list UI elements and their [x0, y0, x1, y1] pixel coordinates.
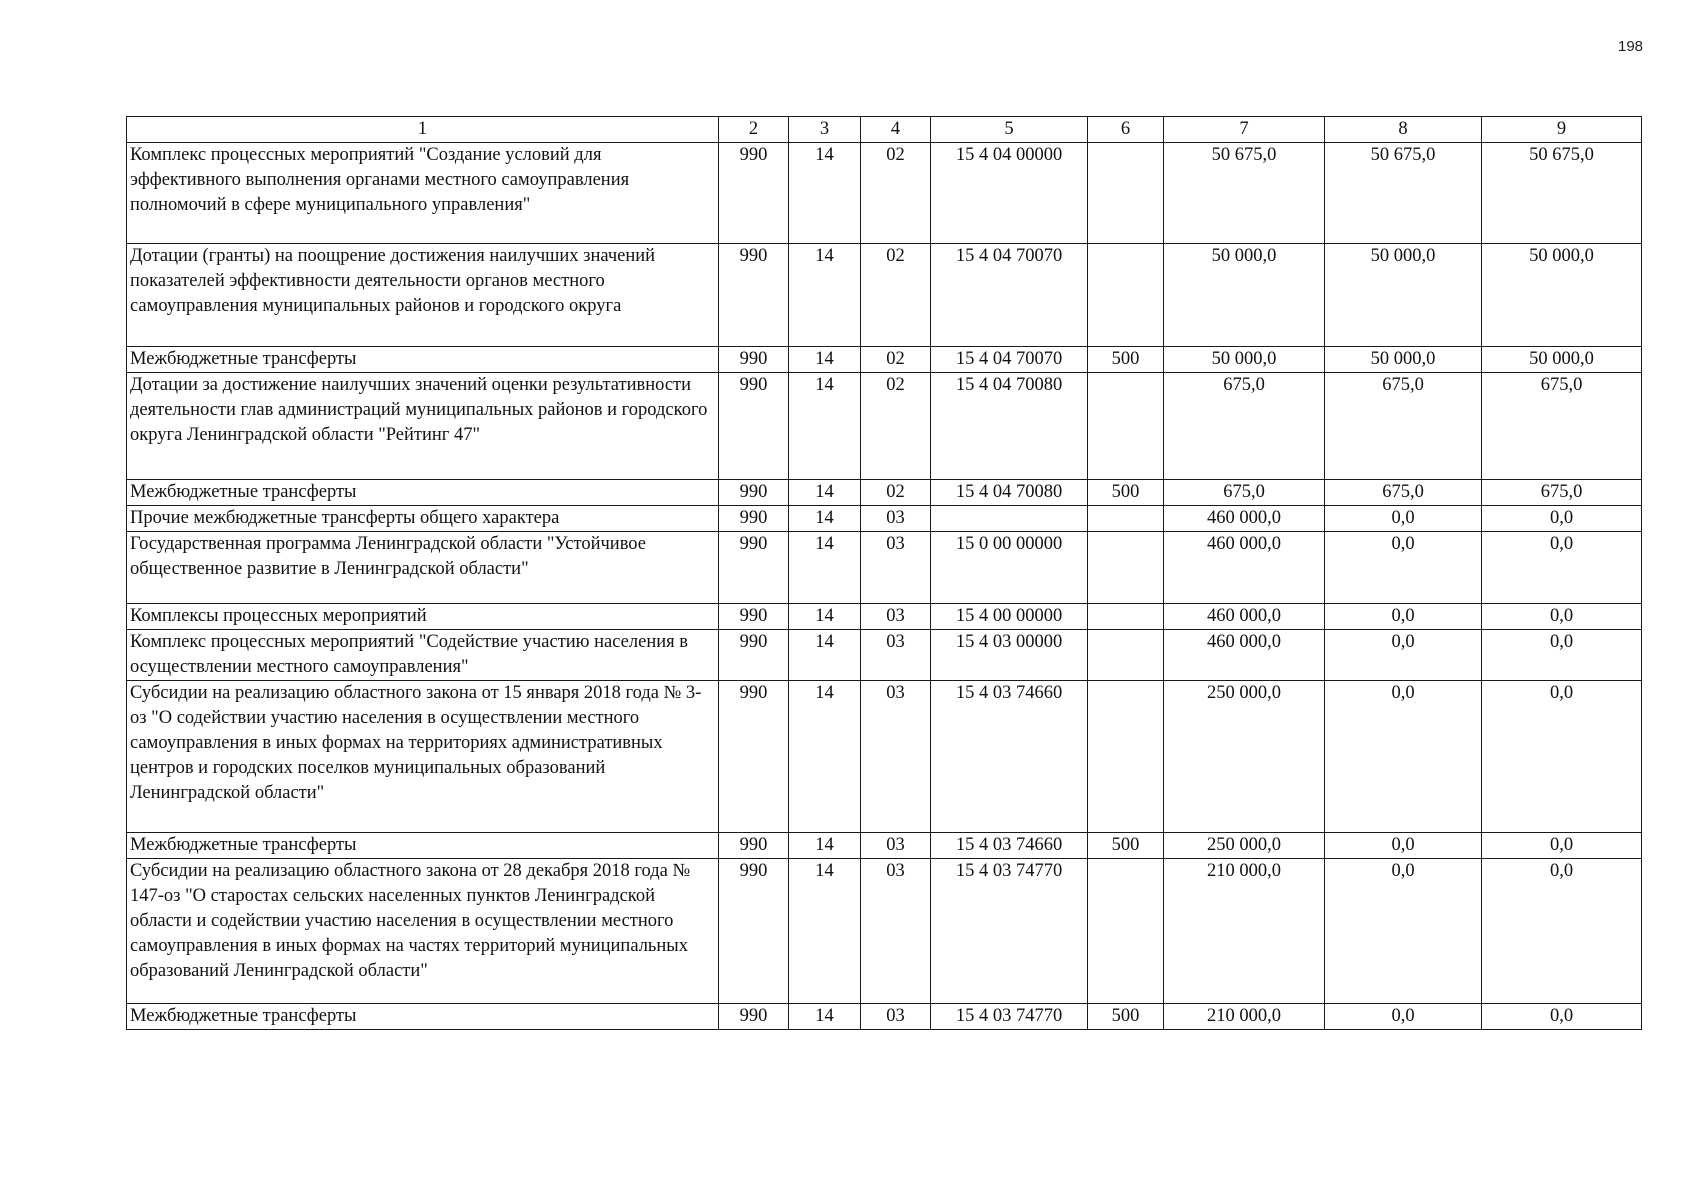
target-article-cell: 15 4 03 74660: [931, 681, 1088, 833]
amount-col7-cell: 460 000,0: [1164, 604, 1325, 630]
amount-col8-cell: 0,0: [1325, 833, 1482, 859]
section-code-cell: 14: [789, 859, 861, 1004]
expense-type-cell: [1088, 630, 1164, 681]
section-code-cell: 14: [789, 630, 861, 681]
table-row: [127, 604, 1642, 630]
amount-col8-cell: 0,0: [1325, 604, 1482, 630]
amount-col9-cell: 0,0: [1482, 604, 1642, 630]
amount-col8-cell: 50 000,0: [1325, 347, 1482, 373]
amount-col9-cell: 0,0: [1482, 532, 1642, 604]
item-name-cell: Комплекс процессных мероприятий "Содействие участию населения в осуществлении местного самоуправления": [127, 630, 719, 681]
amount-col9-cell: 675,0: [1482, 373, 1642, 480]
target-article-cell: 15 4 03 74770: [931, 1004, 1088, 1030]
amount-col8-cell: 0,0: [1325, 1004, 1482, 1030]
amount-col8-cell: 0,0: [1325, 630, 1482, 681]
header-cell: 4: [861, 117, 931, 143]
header-cell: 5: [931, 117, 1088, 143]
amount-col8-cell: 0,0: [1325, 859, 1482, 1004]
subsection-code-cell: 02: [861, 244, 931, 347]
item-name-cell: Субсидии на реализацию областного закона от 28 декабря 2018 года № 147-оз "О старостах сельских населенных пунктов Ленинградской области и содействии участию населения в осуществлении местного самоуправления в иных формах на частях территорий муниципальных образований Ленинградской области": [127, 859, 719, 1004]
target-article-cell: [931, 506, 1088, 532]
target-article-cell: 15 4 04 70070: [931, 347, 1088, 373]
amount-col7-cell: 675,0: [1164, 373, 1325, 480]
amount-col8-cell: 675,0: [1325, 480, 1482, 506]
section-code-cell: 14: [789, 833, 861, 859]
target-article-cell: 15 0 00 00000: [931, 532, 1088, 604]
header-cell: 2: [719, 117, 789, 143]
gr-code-cell: 990: [719, 604, 789, 630]
table-row: [127, 143, 1642, 244]
expense-type-cell: 500: [1088, 347, 1164, 373]
amount-col7-cell: 50 000,0: [1164, 244, 1325, 347]
table-row: [127, 859, 1642, 1004]
table-row: [127, 244, 1642, 347]
subsection-code-cell: 03: [861, 604, 931, 630]
item-name-cell: Прочие межбюджетные трансферты общего характера: [127, 506, 719, 532]
subsection-code-cell: 03: [861, 532, 931, 604]
section-code-cell: 14: [789, 681, 861, 833]
subsection-code-cell: 03: [861, 1004, 931, 1030]
table-row: [127, 532, 1642, 604]
amount-col9-cell: 0,0: [1482, 1004, 1642, 1030]
item-name-cell: Комплексы процессных мероприятий: [127, 604, 719, 630]
section-code-cell: 14: [789, 604, 861, 630]
gr-code-cell: 990: [719, 1004, 789, 1030]
section-code-cell: 14: [789, 347, 861, 373]
item-name-cell: Дотации (гранты) на поощрение достижения наилучших значений показателей эффективности деятельности органов местного самоуправления муниципальных районов и городского округа: [127, 244, 719, 347]
gr-code-cell: 990: [719, 833, 789, 859]
amount-col9-cell: 0,0: [1482, 630, 1642, 681]
section-code-cell: 14: [789, 532, 861, 604]
header-cell: 7: [1164, 117, 1325, 143]
amount-col7-cell: 460 000,0: [1164, 506, 1325, 532]
amount-col9-cell: 0,0: [1482, 859, 1642, 1004]
section-code-cell: 14: [789, 506, 861, 532]
gr-code-cell: 990: [719, 859, 789, 1004]
gr-code-cell: 990: [719, 506, 789, 532]
amount-col9-cell: 50 000,0: [1482, 347, 1642, 373]
expense-type-cell: [1088, 532, 1164, 604]
amount-col8-cell: 50 675,0: [1325, 143, 1482, 244]
amount-col9-cell: 50 675,0: [1482, 143, 1642, 244]
budget-table: [126, 116, 1642, 1030]
table-row: [127, 373, 1642, 480]
gr-code-cell: 990: [719, 681, 789, 833]
amount-col7-cell: 50 000,0: [1164, 347, 1325, 373]
table-row: [127, 506, 1642, 532]
section-code-cell: 14: [789, 1004, 861, 1030]
item-name-cell: Межбюджетные трансферты: [127, 347, 719, 373]
target-article-cell: 15 4 03 74770: [931, 859, 1088, 1004]
amount-col8-cell: 0,0: [1325, 506, 1482, 532]
gr-code-cell: 990: [719, 347, 789, 373]
section-code-cell: 14: [789, 244, 861, 347]
item-name-cell: Межбюджетные трансферты: [127, 833, 719, 859]
page-number: 198: [1618, 38, 1644, 55]
expense-type-cell: 500: [1088, 1004, 1164, 1030]
expense-type-cell: [1088, 681, 1164, 833]
gr-code-cell: 990: [719, 373, 789, 480]
expense-type-cell: [1088, 859, 1164, 1004]
amount-col9-cell: 675,0: [1482, 480, 1642, 506]
expense-type-cell: [1088, 373, 1164, 480]
section-code-cell: 14: [789, 373, 861, 480]
item-name-cell: Межбюджетные трансферты: [127, 1004, 719, 1030]
subsection-code-cell: 02: [861, 480, 931, 506]
gr-code-cell: 990: [719, 143, 789, 244]
table-row: [127, 833, 1642, 859]
gr-code-cell: 990: [719, 480, 789, 506]
table-row: [127, 347, 1642, 373]
target-article-cell: 15 4 04 70070: [931, 244, 1088, 347]
subsection-code-cell: 03: [861, 859, 931, 1004]
amount-col9-cell: 0,0: [1482, 681, 1642, 833]
target-article-cell: 15 4 00 00000: [931, 604, 1088, 630]
table-row: [127, 630, 1642, 681]
subsection-code-cell: 02: [861, 373, 931, 480]
target-article-cell: 15 4 03 74660: [931, 833, 1088, 859]
amount-col7-cell: 250 000,0: [1164, 681, 1325, 833]
amount-col7-cell: 250 000,0: [1164, 833, 1325, 859]
expense-type-cell: [1088, 143, 1164, 244]
section-code-cell: 14: [789, 480, 861, 506]
subsection-code-cell: 03: [861, 681, 931, 833]
gr-code-cell: 990: [719, 630, 789, 681]
amount-col7-cell: 460 000,0: [1164, 532, 1325, 604]
expense-type-cell: 500: [1088, 480, 1164, 506]
section-code-cell: 14: [789, 143, 861, 244]
target-article-cell: 15 4 03 00000: [931, 630, 1088, 681]
header-cell: 3: [789, 117, 861, 143]
amount-col9-cell: 0,0: [1482, 833, 1642, 859]
header-row: [127, 117, 1642, 143]
target-article-cell: 15 4 04 70080: [931, 373, 1088, 480]
amount-col8-cell: 675,0: [1325, 373, 1482, 480]
amount-col7-cell: 50 675,0: [1164, 143, 1325, 244]
amount-col8-cell: 50 000,0: [1325, 244, 1482, 347]
expense-type-cell: 500: [1088, 833, 1164, 859]
item-name-cell: Дотации за достижение наилучших значений оценки результативности деятельности глав администраций муниципальных районов и городского округа Ленинградской области "Рейтинг 47": [127, 373, 719, 480]
expense-type-cell: [1088, 604, 1164, 630]
gr-code-cell: 990: [719, 532, 789, 604]
expense-type-cell: [1088, 244, 1164, 347]
amount-col8-cell: 0,0: [1325, 532, 1482, 604]
header-cell: 6: [1088, 117, 1164, 143]
amount-col7-cell: 210 000,0: [1164, 859, 1325, 1004]
item-name-cell: Государственная программа Ленинградской области "Устойчивое общественное развитие в Ленинградской области": [127, 532, 719, 604]
subsection-code-cell: 03: [861, 833, 931, 859]
table-row: [127, 1004, 1642, 1030]
subsection-code-cell: 02: [861, 143, 931, 244]
table-row: [127, 480, 1642, 506]
header-cell: 8: [1325, 117, 1482, 143]
amount-col7-cell: 460 000,0: [1164, 630, 1325, 681]
item-name-cell: Комплекс процессных мероприятий "Создание условий для эффективного выполнения органами местного самоуправления полномочий в сфере муниципального управления": [127, 143, 719, 244]
amount-col9-cell: 50 000,0: [1482, 244, 1642, 347]
subsection-code-cell: 02: [861, 347, 931, 373]
header-cell: 1: [127, 117, 719, 143]
amount-col7-cell: 210 000,0: [1164, 1004, 1325, 1030]
amount-col9-cell: 0,0: [1482, 506, 1642, 532]
subsection-code-cell: 03: [861, 506, 931, 532]
target-article-cell: 15 4 04 00000: [931, 143, 1088, 244]
item-name-cell: Межбюджетные трансферты: [127, 480, 719, 506]
header-cell: 9: [1482, 117, 1642, 143]
amount-col7-cell: 675,0: [1164, 480, 1325, 506]
amount-col8-cell: 0,0: [1325, 681, 1482, 833]
subsection-code-cell: 03: [861, 630, 931, 681]
target-article-cell: 15 4 04 70080: [931, 480, 1088, 506]
gr-code-cell: 990: [719, 244, 789, 347]
expense-type-cell: [1088, 506, 1164, 532]
item-name-cell: Субсидии на реализацию областного закона от 15 января 2018 года № 3-оз "О содействии участию населения в осуществлении местного самоуправления в иных формах на территориях административных центров и городских поселков муниципальных образований Ленинградской области": [127, 681, 719, 833]
table-row: [127, 681, 1642, 833]
